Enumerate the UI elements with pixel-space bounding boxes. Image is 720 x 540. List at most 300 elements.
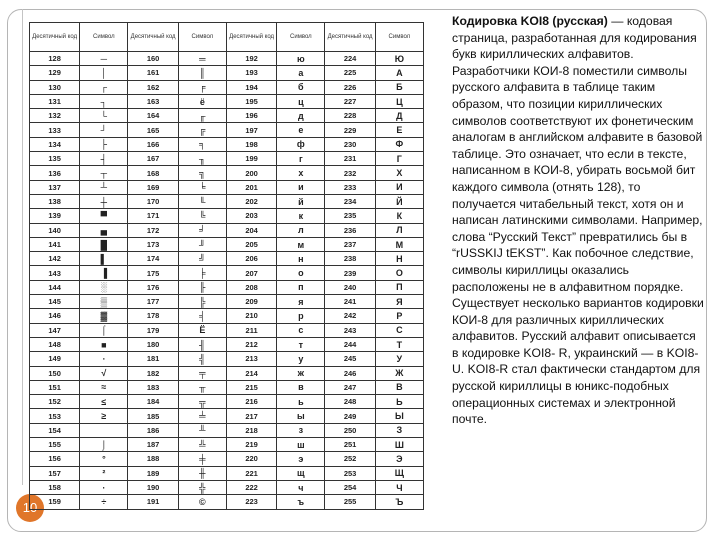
decimal-code-cell: 179 [128, 323, 178, 337]
symbol-cell: Ь [375, 395, 423, 409]
symbol-cell: ╛ [178, 223, 226, 237]
decimal-code-cell: 169 [128, 180, 178, 194]
table-row [30, 166, 424, 180]
symbol-cell: ┬ [80, 166, 128, 180]
decimal-code-cell: 198 [226, 137, 276, 151]
symbol-cell: х [277, 166, 325, 180]
decimal-code-cell: 208 [226, 280, 276, 294]
symbol-cell: ╘ [178, 180, 226, 194]
symbol-cell: └ [80, 109, 128, 123]
table-row [30, 480, 424, 494]
description-title: Кодировка KOI8 (русская) [452, 14, 608, 28]
decimal-code-cell: 204 [226, 223, 276, 237]
decimal-code-cell: 182 [128, 366, 178, 380]
decimal-code-cell: 214 [226, 366, 276, 380]
decimal-code-cell: 147 [30, 323, 80, 337]
decimal-code-cell: 152 [30, 395, 80, 409]
decimal-code-cell: 154 [30, 423, 80, 437]
symbol-cell: ▀ [80, 209, 128, 223]
decimal-code-cell: 130 [30, 80, 80, 94]
decimal-code-cell: 229 [325, 123, 375, 137]
symbol-cell: Щ [375, 466, 423, 480]
header-symbol: Символ [80, 23, 128, 52]
decimal-code-cell: 253 [325, 466, 375, 480]
table-row [30, 137, 424, 151]
decimal-code-cell: 137 [30, 180, 80, 194]
symbol-cell: б [277, 80, 325, 94]
symbol-cell: п [277, 280, 325, 294]
symbol-cell: Т [375, 337, 423, 351]
symbol-cell: ≈ [80, 380, 128, 394]
symbol-cell: ╬ [178, 480, 226, 494]
table-row [30, 194, 424, 208]
table-row [30, 366, 424, 380]
table-row [30, 152, 424, 166]
decimal-code-cell: 224 [325, 52, 375, 66]
decimal-code-cell: 151 [30, 380, 80, 394]
decimal-code-cell: 153 [30, 409, 80, 423]
symbol-cell: ┤ [80, 152, 128, 166]
decimal-code-cell: 164 [128, 109, 178, 123]
header-symbol: Символ [375, 23, 423, 52]
description-body: — кодовая страница, разработанная для кодирования букв кириллических алфавитов. Разработчики КОИ-8 поместили символы русского алфавита в таблице таким образом, что позиции кириллических символов соответствуют их фонетическим аналогам в английском алфавите в базовой таблице. Это означает, что если в тексте, написанном в КОИ-8, убирать восьмой бит каждого символа (отнять 128), то получается читабельный текст, хотя он и написан латинскими символами. Например, слова “Русский Текст” превратились бы в “rUSSKIJ tEKST”. Как побочное следствие, символы кириллицы оказались расположены не в алфавитном порядке. Существует несколько вариантов кодировки КОИ-8 для различных кириллических алфавитов. Русский алфавит описывается в кодировке KOI8- R, украинский — в KOI8-U. KOI8-R стал фактически стандартом для русской кириллицы в юникс-подобных операционных системах и электронной почте. [452, 14, 704, 427]
decimal-code-cell: 232 [325, 166, 375, 180]
decimal-code-cell: 210 [226, 309, 276, 323]
symbol-cell: ╚ [178, 209, 226, 223]
header-symbol: Символ [178, 23, 226, 52]
symbol-cell: у [277, 352, 325, 366]
table-row [30, 438, 424, 452]
table-row [30, 123, 424, 137]
decimal-code-cell: 192 [226, 52, 276, 66]
symbol-cell: ≥ [80, 409, 128, 423]
symbol-cell: ╒ [178, 80, 226, 94]
decimal-code-cell: 157 [30, 466, 80, 480]
decimal-code-cell: 135 [30, 152, 80, 166]
symbol-cell: ж [277, 366, 325, 380]
symbol-cell: ц [277, 94, 325, 108]
table-row [30, 380, 424, 394]
symbol-cell: ╡ [178, 309, 226, 323]
symbol-cell: ═ [178, 52, 226, 66]
header-symbol: Символ [277, 23, 325, 52]
symbol-cell: ╦ [178, 395, 226, 409]
decimal-code-cell: 241 [325, 295, 375, 309]
decimal-code-cell: 129 [30, 66, 80, 80]
symbol-cell: Ъ [375, 495, 423, 509]
decimal-code-cell: 131 [30, 94, 80, 108]
decimal-code-cell: 142 [30, 252, 80, 266]
symbol-cell: ╤ [178, 366, 226, 380]
decimal-code-cell: 228 [325, 109, 375, 123]
decimal-code-cell: 136 [30, 166, 80, 180]
symbol-cell: Ч [375, 480, 423, 494]
symbol-cell: ▄ [80, 223, 128, 237]
table-row [30, 352, 424, 366]
decimal-code-cell: 227 [325, 94, 375, 108]
decimal-code-cell: 145 [30, 295, 80, 309]
symbol-cell: з [277, 423, 325, 437]
symbol-cell: ╥ [178, 380, 226, 394]
symbol-cell: █ [80, 237, 128, 251]
decimal-code-cell: 212 [226, 337, 276, 351]
decimal-code-cell: 211 [226, 323, 276, 337]
table-row [30, 395, 424, 409]
decimal-code-cell: 134 [30, 137, 80, 151]
decimal-code-cell: 217 [226, 409, 276, 423]
decimal-code-cell: 225 [325, 66, 375, 80]
symbol-cell: Р [375, 309, 423, 323]
decimal-code-cell: 133 [30, 123, 80, 137]
symbol-cell: ╜ [178, 237, 226, 251]
symbol-cell: ╫ [178, 466, 226, 480]
symbol-cell: ┼ [80, 194, 128, 208]
symbol-cell: ╩ [178, 438, 226, 452]
decimal-code-cell: 199 [226, 152, 276, 166]
table-row [30, 94, 424, 108]
symbol-cell: Э [375, 452, 423, 466]
table-row [30, 180, 424, 194]
decimal-code-cell: 158 [30, 480, 80, 494]
symbol-cell: ╞ [178, 266, 226, 280]
symbol-cell: ╙ [178, 194, 226, 208]
symbol-cell: м [277, 237, 325, 251]
symbol-cell: ╔ [178, 123, 226, 137]
decimal-code-cell: 195 [226, 94, 276, 108]
symbol-cell: ⌡ [80, 438, 128, 452]
symbol-cell: и [277, 180, 325, 194]
decimal-code-cell: 187 [128, 438, 178, 452]
symbol-cell: н [277, 252, 325, 266]
symbol-cell: ╢ [178, 337, 226, 351]
symbol-cell: ─ [80, 52, 128, 66]
symbol-cell: с [277, 323, 325, 337]
symbol-cell: ║ [178, 66, 226, 80]
table-row [30, 295, 424, 309]
decimal-code-cell: 237 [325, 237, 375, 251]
decimal-code-cell: 251 [325, 438, 375, 452]
table-header-row [30, 23, 424, 52]
symbol-cell: Й [375, 194, 423, 208]
symbol-cell: К [375, 209, 423, 223]
decimal-code-cell: 238 [325, 252, 375, 266]
decimal-code-cell: 190 [128, 480, 178, 494]
symbol-cell: ╣ [178, 352, 226, 366]
decimal-code-cell: 244 [325, 337, 375, 351]
decimal-code-cell: 221 [226, 466, 276, 480]
decimal-code-cell: 150 [30, 366, 80, 380]
header-decimal-code: Десятичный код [325, 23, 375, 52]
symbol-cell: ▌ [80, 252, 128, 266]
decimal-code-cell: 197 [226, 123, 276, 137]
decimal-code-cell: 219 [226, 438, 276, 452]
symbol-cell: Ы [375, 409, 423, 423]
decimal-code-cell: 159 [30, 495, 80, 509]
decimal-code-cell: 249 [325, 409, 375, 423]
table-row [30, 495, 424, 509]
decimal-code-cell: 186 [128, 423, 178, 437]
symbol-cell: ° [80, 452, 128, 466]
header-decimal-code: Десятичный код [128, 23, 178, 52]
symbol-cell: д [277, 109, 325, 123]
decimal-code-cell: 246 [325, 366, 375, 380]
symbol-cell: ы [277, 409, 325, 423]
table-row [30, 252, 424, 266]
decimal-code-cell: 250 [325, 423, 375, 437]
symbol-cell: а [277, 66, 325, 80]
symbol-cell: ╓ [178, 109, 226, 123]
page-number-badge: 10 [16, 494, 44, 522]
decimal-code-cell: 165 [128, 123, 178, 137]
decimal-code-cell: 160 [128, 52, 178, 66]
symbol-cell: щ [277, 466, 325, 480]
symbol-cell: · [80, 480, 128, 494]
table-row [30, 223, 424, 237]
symbol-cell: © [178, 495, 226, 509]
decimal-code-cell: 254 [325, 480, 375, 494]
symbol-cell: З [375, 423, 423, 437]
decimal-code-cell: 188 [128, 452, 178, 466]
symbol-cell: ╨ [178, 423, 226, 437]
symbol-cell: Ё [178, 323, 226, 337]
decimal-code-cell: 220 [226, 452, 276, 466]
table-row [30, 337, 424, 351]
decimal-code-cell: 242 [325, 309, 375, 323]
symbol-cell: Ф [375, 137, 423, 151]
decimal-code-cell: 128 [30, 52, 80, 66]
decimal-code-cell: 168 [128, 166, 178, 180]
symbol-cell: ╝ [178, 252, 226, 266]
symbol-cell: Н [375, 252, 423, 266]
symbol-cell: ╠ [178, 295, 226, 309]
decimal-code-cell: 247 [325, 380, 375, 394]
symbol-cell: ▐ [80, 266, 128, 280]
symbol-cell: │ [80, 66, 128, 80]
symbol-cell: Б [375, 80, 423, 94]
decimal-code-cell: 223 [226, 495, 276, 509]
decimal-code-cell: 255 [325, 495, 375, 509]
symbol-cell: ╟ [178, 280, 226, 294]
symbol-cell: ░ [80, 280, 128, 294]
symbol-cell: А [375, 66, 423, 80]
header-decimal-code: Десятичный код [30, 23, 80, 52]
symbol-cell: л [277, 223, 325, 237]
decimal-code-cell: 231 [325, 152, 375, 166]
decimal-code-cell: 138 [30, 194, 80, 208]
symbol-cell: Х [375, 166, 423, 180]
symbol-cell: ё [178, 94, 226, 108]
symbol-cell: ├ [80, 137, 128, 151]
symbol-cell: У [375, 352, 423, 366]
symbol-cell: В [375, 380, 423, 394]
symbol-cell: ▓ [80, 309, 128, 323]
table-row [30, 466, 424, 480]
decimal-code-cell: 181 [128, 352, 178, 366]
decimal-code-cell: 178 [128, 309, 178, 323]
decimal-code-cell: 132 [30, 109, 80, 123]
decimal-code-cell: 166 [128, 137, 178, 151]
decimal-code-cell: 184 [128, 395, 178, 409]
symbol-cell: С [375, 323, 423, 337]
decimal-code-cell: 143 [30, 266, 80, 280]
symbol-cell: в [277, 380, 325, 394]
decimal-code-cell: 189 [128, 466, 178, 480]
symbol-cell: М [375, 237, 423, 251]
symbol-cell: ╗ [178, 166, 226, 180]
decimal-code-cell: 207 [226, 266, 276, 280]
decimal-code-cell: 203 [226, 209, 276, 223]
decimal-code-cell: 146 [30, 309, 80, 323]
symbol-cell: О [375, 266, 423, 280]
symbol-cell: Е [375, 123, 423, 137]
table-row [30, 280, 424, 294]
decimal-code-cell: 155 [30, 438, 80, 452]
decimal-code-cell: 185 [128, 409, 178, 423]
decimal-code-cell: 171 [128, 209, 178, 223]
symbol-cell: Ц [375, 94, 423, 108]
decimal-code-cell: 216 [226, 395, 276, 409]
decimal-code-cell: 140 [30, 223, 80, 237]
symbol-cell: г [277, 152, 325, 166]
decimal-code-cell: 200 [226, 166, 276, 180]
table-row [30, 323, 424, 337]
table-row [30, 409, 424, 423]
decimal-code-cell: 177 [128, 295, 178, 309]
symbol-cell: т [277, 337, 325, 351]
decimal-code-cell: 234 [325, 194, 375, 208]
symbol-cell: Ю [375, 52, 423, 66]
decimal-code-cell: 163 [128, 94, 178, 108]
table-row [30, 52, 424, 66]
decimal-code-cell: 245 [325, 352, 375, 366]
symbol-cell: ┌ [80, 80, 128, 94]
table-row [30, 80, 424, 94]
symbol-cell: й [277, 194, 325, 208]
decimal-code-cell: 233 [325, 180, 375, 194]
decimal-code-cell: 236 [325, 223, 375, 237]
symbol-cell: ь [277, 395, 325, 409]
decimal-code-cell: 149 [30, 352, 80, 366]
decimal-code-cell: 201 [226, 180, 276, 194]
symbol-cell: о [277, 266, 325, 280]
symbol-cell: И [375, 180, 423, 194]
decimal-code-cell: 144 [30, 280, 80, 294]
symbol-cell: ч [277, 480, 325, 494]
decimal-code-cell: 243 [325, 323, 375, 337]
symbol-cell: ╧ [178, 409, 226, 423]
symbol-cell: ² [80, 466, 128, 480]
symbol-cell: ▒ [80, 295, 128, 309]
symbol-cell: ъ [277, 495, 325, 509]
decimal-code-cell: 176 [128, 280, 178, 294]
decimal-code-cell: 202 [226, 194, 276, 208]
decimal-code-cell: 239 [325, 266, 375, 280]
decimal-code-cell: 170 [128, 194, 178, 208]
symbol-cell: е [277, 123, 325, 137]
decimal-code-cell: 175 [128, 266, 178, 280]
table-row [30, 209, 424, 223]
symbol-cell: я [277, 295, 325, 309]
decimal-code-cell: 230 [325, 137, 375, 151]
symbol-cell: ■ [80, 337, 128, 351]
symbol-cell: Ш [375, 438, 423, 452]
symbol-cell: ≤ [80, 395, 128, 409]
table-row [30, 66, 424, 80]
symbol-cell: ÷ [80, 495, 128, 509]
symbol-cell: э [277, 452, 325, 466]
symbol-cell: ∙ [80, 352, 128, 366]
decimal-code-cell: 226 [325, 80, 375, 94]
decimal-code-cell: 191 [128, 495, 178, 509]
decimal-code-cell: 180 [128, 337, 178, 351]
symbol-cell: Ж [375, 366, 423, 380]
decimal-code-cell: 222 [226, 480, 276, 494]
decimal-code-cell: 218 [226, 423, 276, 437]
decimal-code-cell: 213 [226, 352, 276, 366]
symbol-cell [80, 423, 128, 437]
symbol-cell: ╪ [178, 452, 226, 466]
symbol-cell: √ [80, 366, 128, 380]
symbol-cell: Д [375, 109, 423, 123]
decimal-code-cell: 174 [128, 252, 178, 266]
decimal-code-cell: 173 [128, 237, 178, 251]
decimal-code-cell: 194 [226, 80, 276, 94]
table-row [30, 266, 424, 280]
symbol-cell: к [277, 209, 325, 223]
symbol-cell: ф [277, 137, 325, 151]
symbol-cell: р [277, 309, 325, 323]
decimal-code-cell: 141 [30, 237, 80, 251]
symbol-cell: ╕ [178, 137, 226, 151]
slide-divider-line [22, 9, 23, 485]
table-row [30, 452, 424, 466]
table-body [30, 52, 424, 510]
decimal-code-cell: 167 [128, 152, 178, 166]
table-row [30, 237, 424, 251]
symbol-cell: ┘ [80, 123, 128, 137]
decimal-code-cell: 162 [128, 80, 178, 94]
koi8-code-table [29, 22, 424, 510]
description-text [452, 13, 704, 428]
symbol-cell: Г [375, 152, 423, 166]
header-decimal-code: Десятичный код [226, 23, 276, 52]
decimal-code-cell: 252 [325, 452, 375, 466]
decimal-code-cell: 156 [30, 452, 80, 466]
koi8-table-container [29, 22, 424, 510]
symbol-cell: ┴ [80, 180, 128, 194]
decimal-code-cell: 209 [226, 295, 276, 309]
decimal-code-cell: 139 [30, 209, 80, 223]
decimal-code-cell: 196 [226, 109, 276, 123]
symbol-cell: ┐ [80, 94, 128, 108]
decimal-code-cell: 183 [128, 380, 178, 394]
table-row [30, 423, 424, 437]
symbol-cell: П [375, 280, 423, 294]
table-row [30, 109, 424, 123]
decimal-code-cell: 240 [325, 280, 375, 294]
decimal-code-cell: 205 [226, 237, 276, 251]
decimal-code-cell: 161 [128, 66, 178, 80]
symbol-cell: ⌠ [80, 323, 128, 337]
decimal-code-cell: 206 [226, 252, 276, 266]
symbol-cell: Я [375, 295, 423, 309]
symbol-cell: ╖ [178, 152, 226, 166]
decimal-code-cell: 235 [325, 209, 375, 223]
decimal-code-cell: 172 [128, 223, 178, 237]
symbol-cell: ш [277, 438, 325, 452]
decimal-code-cell: 193 [226, 66, 276, 80]
decimal-code-cell: 248 [325, 395, 375, 409]
